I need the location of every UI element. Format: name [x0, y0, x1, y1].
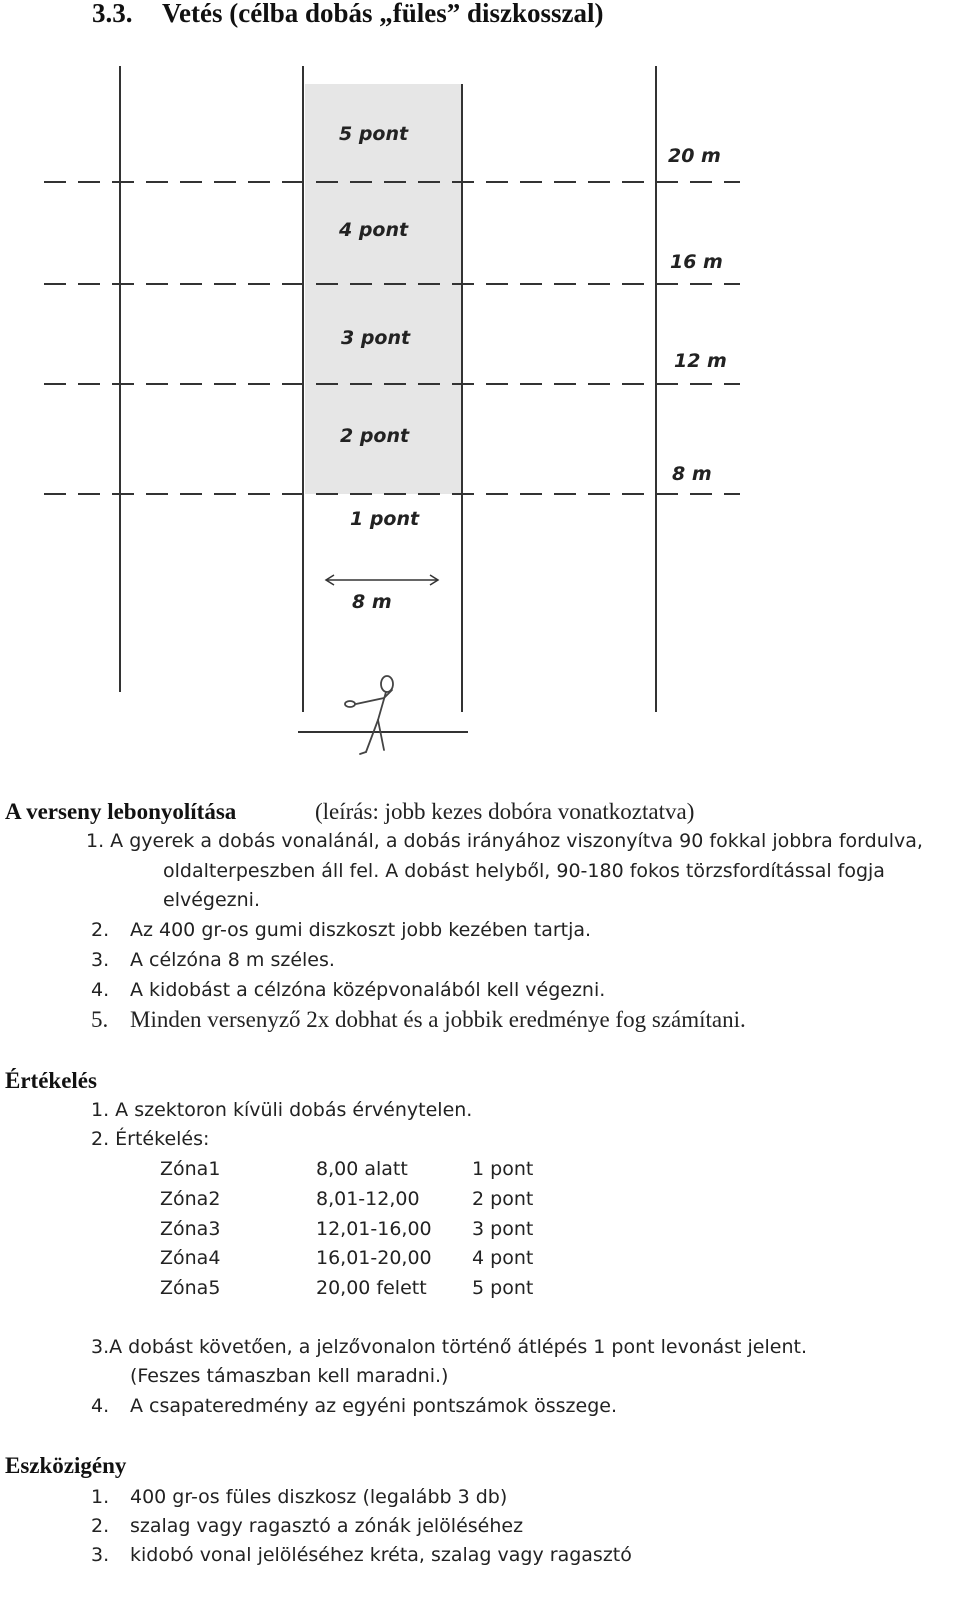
- procedure-item-2-number: 2.: [91, 919, 110, 941]
- equipment-item-3-number: 3.: [91, 1544, 110, 1566]
- zone-label-2: 2 pont: [340, 425, 410, 447]
- table-cell-range: 8,01-12,00: [316, 1188, 420, 1210]
- procedure-item-1-line-3: elvégezni.: [163, 889, 260, 911]
- procedure-item-2-text: Az 400 gr-os gumi diszkoszt jobb kezében tartja.: [130, 919, 592, 941]
- procedure-item-4-number: 4.: [91, 979, 110, 1001]
- equipment-heading: Eszközigény: [5, 1453, 127, 1478]
- procedure-item-5-number: 5.: [91, 1007, 109, 1032]
- table-cell-points: 5 pont: [472, 1277, 534, 1299]
- evaluation-item-3-line-1: 3.A dobást követően, a jelzővonalon történő átlépés 1 pont levonást jelent.: [91, 1336, 807, 1358]
- zone-label-5: 5 pont: [339, 123, 409, 145]
- table-cell-range: 20,00 felett: [316, 1277, 427, 1299]
- table-cell-zone: Zóna1: [160, 1158, 221, 1180]
- zone-label-3: 3 pont: [341, 327, 411, 349]
- table-cell-points: 2 pont: [472, 1188, 534, 1210]
- equipment-item-1-number: 1.: [91, 1486, 110, 1508]
- table-cell-zone: Zóna3: [160, 1218, 221, 1240]
- procedure-item-3-text: A célzóna 8 m széles.: [130, 949, 335, 971]
- thrower-figure-icon: [345, 676, 393, 754]
- section-title: [92, 0, 604, 29]
- table-cell-range: 8,00 alatt: [316, 1158, 408, 1180]
- evaluation-item-4-number: 4.: [91, 1395, 110, 1417]
- distance-label-8m: 8 m: [672, 463, 712, 485]
- equipment-item-2-text: szalag vagy ragasztó a zónák jelöléséhez: [130, 1515, 524, 1537]
- equipment-item-2-number: 2.: [91, 1515, 110, 1537]
- procedure-heading: A verseny lebonyolítása: [5, 799, 237, 824]
- distance-label-12m: 12 m: [674, 350, 727, 372]
- evaluation-item-4-text: A csapateredmény az egyéni pontszámok összege.: [130, 1395, 617, 1417]
- evaluation-item-2: 2. Értékelés:: [91, 1128, 210, 1150]
- throwing-field-diagram: [0, 60, 960, 780]
- equipment-item-1-text: 400 gr-os füles diszkosz (legalább 3 db): [130, 1486, 508, 1508]
- procedure-item-5-text: Minden versenyző 2x dobhat és a jobbik eredménye fog számítani.: [130, 1007, 746, 1032]
- table-cell-points: 4 pont: [472, 1247, 534, 1269]
- zone-label-4: 4 pont: [339, 219, 409, 241]
- table-cell-zone: Zóna4: [160, 1247, 221, 1269]
- procedure-item-1-line-1: 1. A gyerek a dobás vonalánál, a dobás irányához viszonyítva 90 fokkal jobbra fordulva,: [86, 830, 923, 852]
- distance-label-16m: 16 m: [670, 251, 723, 273]
- procedure-note: (leírás: jobb kezes dobóra vonatkoztatva): [315, 799, 695, 824]
- procedure-item-3-number: 3.: [91, 949, 110, 971]
- section-number: 3.3.: [92, 0, 133, 28]
- table-cell-range: 12,01-16,00: [316, 1218, 432, 1240]
- table-cell-points: 1 pont: [472, 1158, 534, 1180]
- evaluation-heading: Értékelés: [5, 1068, 97, 1093]
- procedure-item-1-line-2: oldalterpeszben áll fel. A dobást helyből, 90-180 fokos törzsfordítással fogja: [163, 860, 885, 882]
- table-cell-zone: Zóna2: [160, 1188, 221, 1210]
- distance-label-20m: 20 m: [668, 145, 721, 167]
- zone-label-1: 1 pont: [350, 508, 420, 530]
- table-cell-points: 3 pont: [472, 1218, 534, 1240]
- width-label: 8 m: [352, 591, 392, 613]
- equipment-item-3-text: kidobó vonal jelöléséhez kréta, szalag vagy ragasztó: [130, 1544, 632, 1566]
- width-arrow-icon: [326, 575, 438, 585]
- evaluation-item-3-line-2: (Feszes támaszban kell maradni.): [130, 1365, 449, 1387]
- procedure-item-4-text: A kidobást a célzóna középvonalából kell végezni.: [130, 979, 606, 1001]
- table-cell-zone: Zóna5: [160, 1277, 221, 1299]
- table-cell-range: 16,01-20,00: [316, 1247, 432, 1269]
- section-title-text: Vetés (célba dobás „füles” diszkosszal): [162, 0, 604, 28]
- evaluation-item-1: 1. A szektoron kívüli dobás érvénytelen.: [91, 1099, 473, 1121]
